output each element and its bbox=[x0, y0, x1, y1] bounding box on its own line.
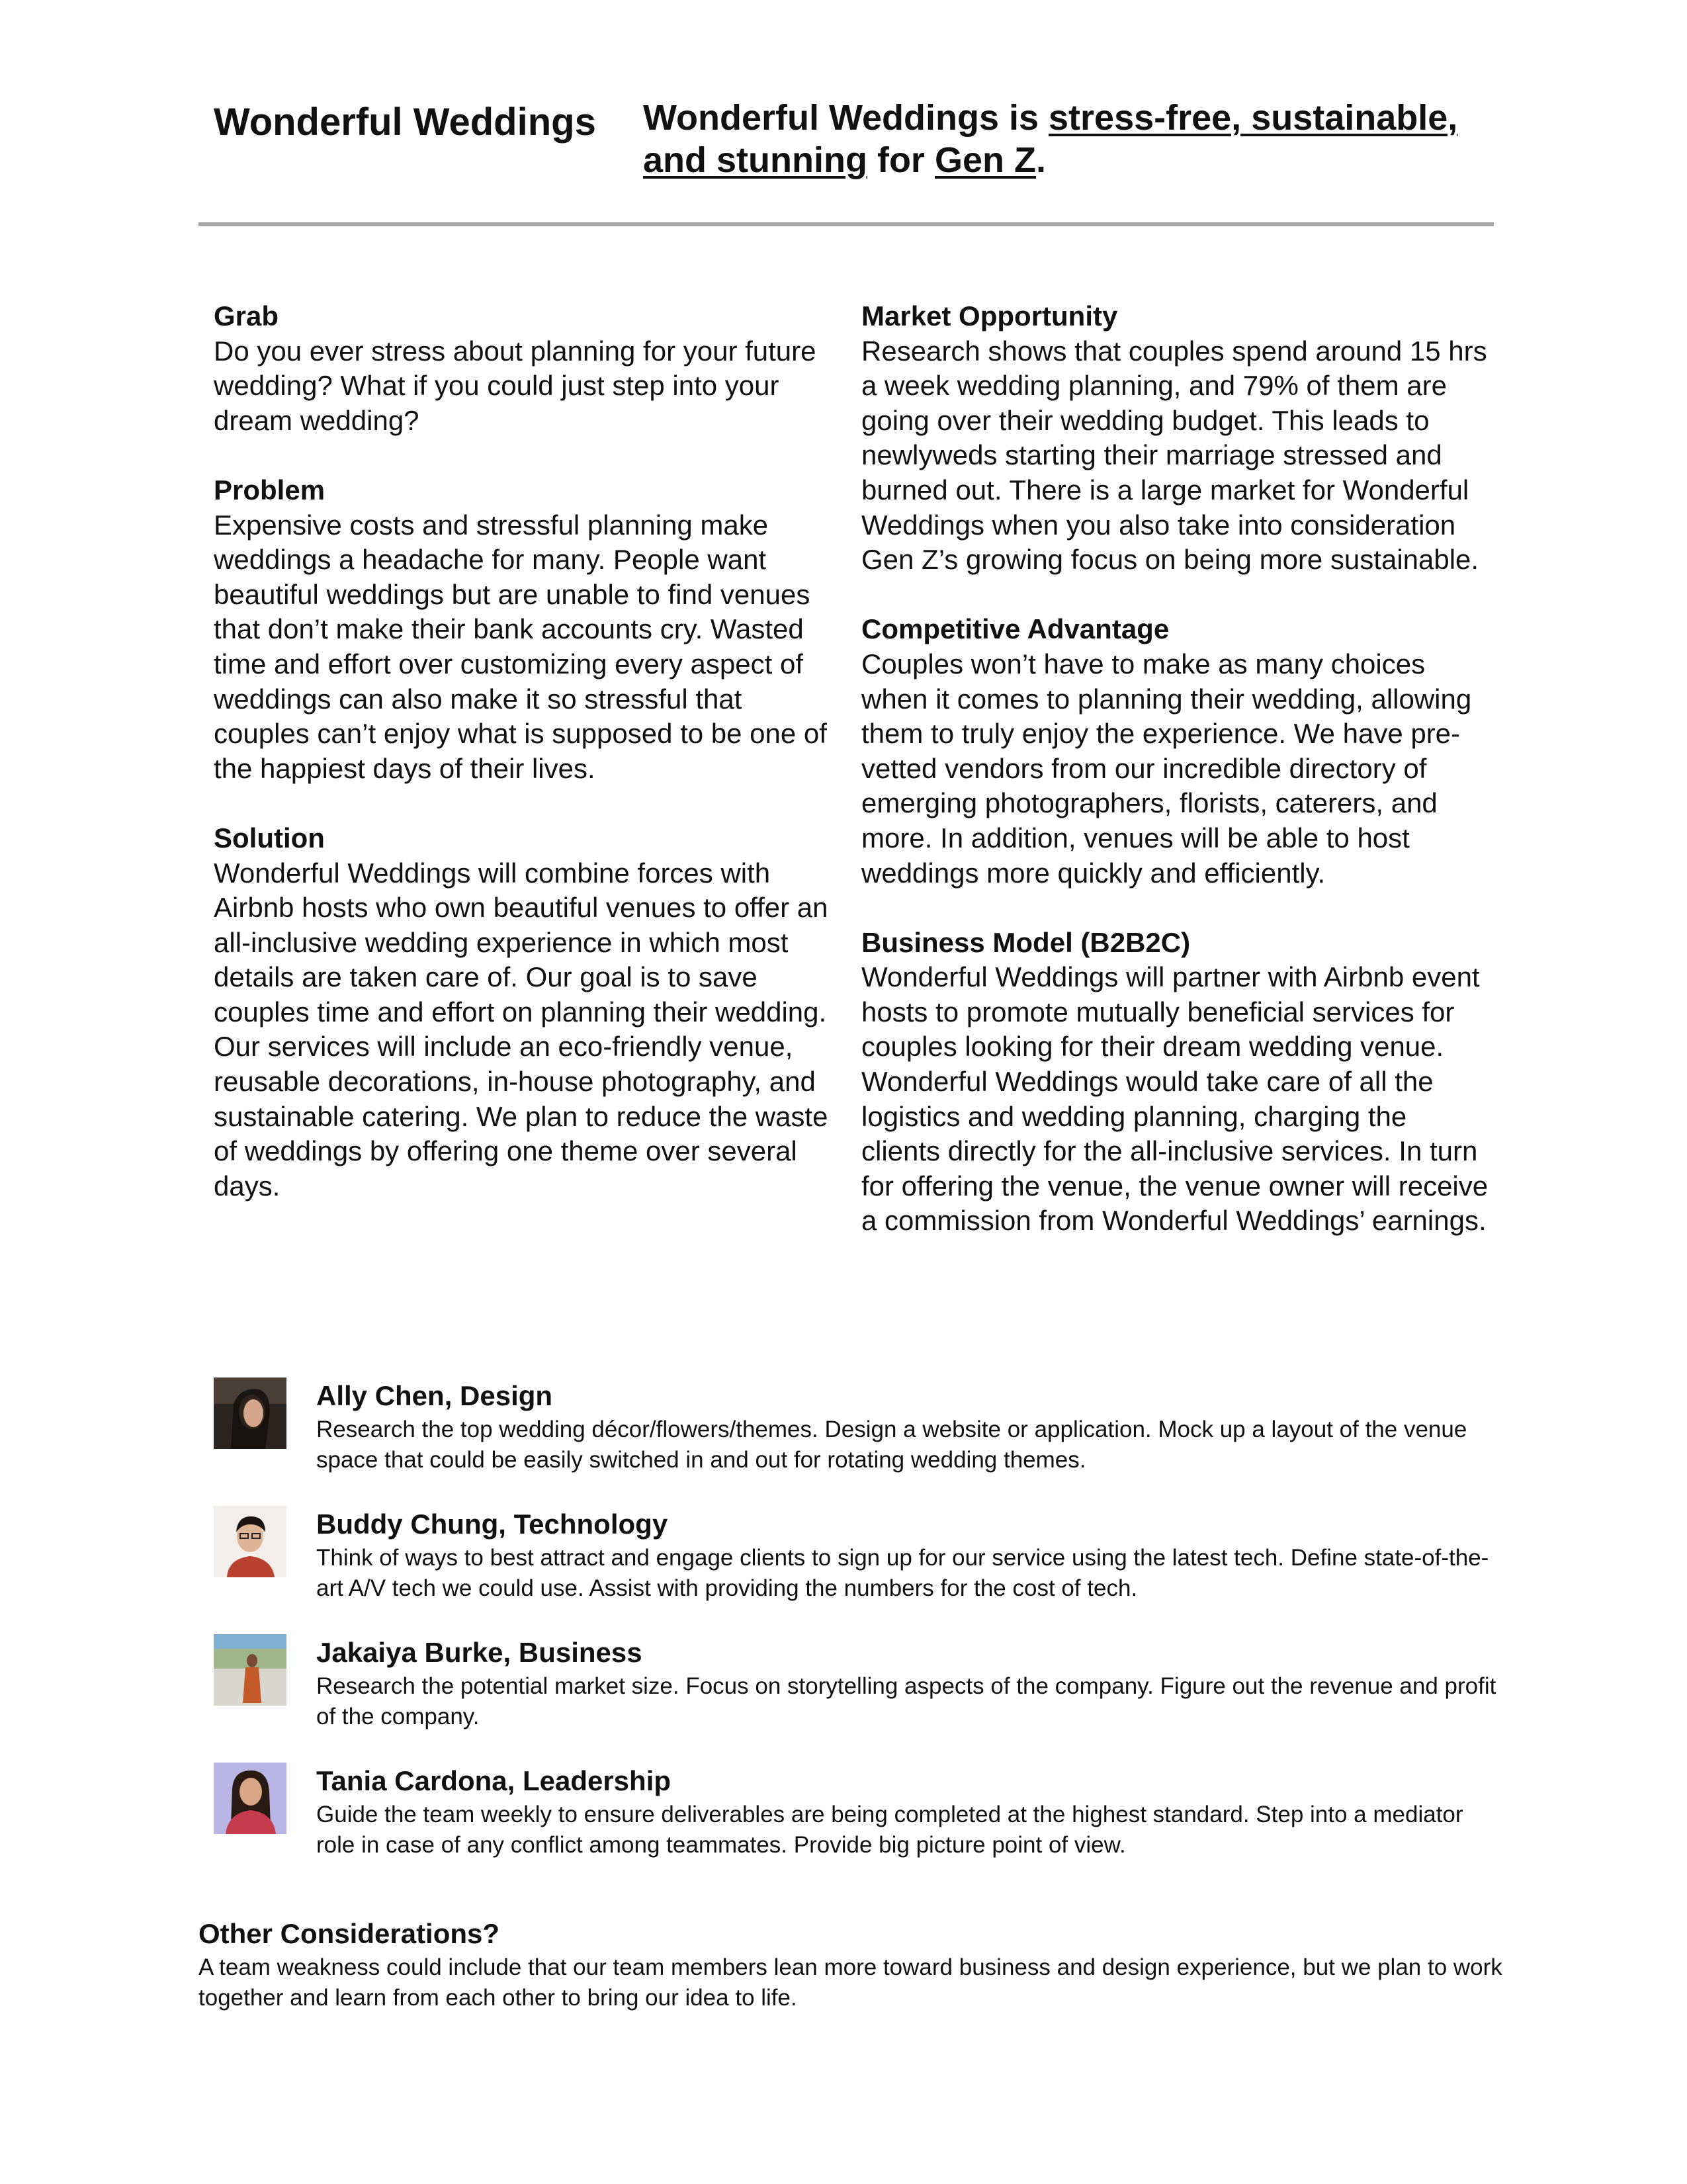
team-list bbox=[214, 1377, 1510, 1891]
other-considerations bbox=[198, 1915, 1508, 2013]
section-heading: Solution bbox=[214, 822, 325, 853]
section-body: Couples won’t have to make as many choices when it comes to planning their wedding, allowing them to truly enjoy the experience. We have pre-vetted vendors from our incredible directory of emerging photographers, florists, caterers, and more. In addition, venues will be able to host weddings more quickly and efficiently. bbox=[861, 648, 1472, 889]
portrait-photo bbox=[214, 1763, 286, 1834]
portrait-photo bbox=[214, 1506, 286, 1577]
tagline-prefix: Wonderful Weddings is bbox=[643, 98, 1049, 138]
member-name-role: Jakaiya Burke, Business bbox=[316, 1637, 642, 1668]
section-body: Wonderful Weddings will combine forces with Airbnb hosts who own beautiful venues to offer an all-inclusive wedding experience in which most details are taken care of. Our goal is to save couples time and effort on planning their wedding. Our services will include an eco-friendly venue, reusable decorations, in-house photography, and sustainable catering. We plan to reduce the waste of weddings by offering one theme over several days. bbox=[214, 857, 828, 1201]
section-body: Research shows that couples spend around 15 hrs a week wedding planning, and 79% of them are going over their wedding budget. This leads to newlyweds starting their marriage stressed and burned out. There is a large market for Wonderful Weddings when you also take into consideration Gen Z’s growing focus on being more sustainable. bbox=[861, 335, 1487, 576]
section-heading: Competitive Advantage bbox=[861, 613, 1170, 645]
section-body: Wonderful Weddings will partner with Airbnb event hosts to promote mutually beneficial services for couples looking for their dream wedding venue. Wonderful Weddings would take care of all the logistics and wedding planning, charging the clients directly for the all-inclusive services. In turn for offering the venue, the venue owner will receive a commission from Wonderful Weddings’ earnings. bbox=[861, 961, 1489, 1237]
member-description: Think of ways to best attract and engage clients to sign up for our service using the latest tech. Define state-of-the-art A/V tech we could use. Assist with providing the numbers for the cost of tech. bbox=[316, 1545, 1489, 1601]
section-heading: Problem bbox=[214, 474, 325, 505]
section-heading: Market Opportunity bbox=[861, 300, 1118, 331]
other-body: A team weakness could include that our team members lean more toward business and design experience, but we plan to work together and learn from each other to bring our idea to life. bbox=[198, 1954, 1502, 2011]
section-grab bbox=[214, 299, 842, 438]
section-body: Do you ever stress about planning for your future wedding? What if you could just step into your dream wedding? bbox=[214, 335, 816, 436]
member-name-role: Ally Chen, Design bbox=[316, 1380, 553, 1411]
section-heading: Grab bbox=[214, 300, 279, 331]
tagline-highlight: stress-free, sustainable, and stunning bbox=[643, 98, 1458, 180]
member-description: Research the top wedding décor/flowers/themes. Design a website or application. Mock up a layout of the venue space that could be easily switched in and out for rotating wedding themes. bbox=[316, 1417, 1467, 1473]
team-member-jakaiya-burke bbox=[214, 1634, 1510, 1763]
section-heading: Business Model (B2B2C) bbox=[861, 926, 1191, 958]
section-competitive-advantage bbox=[861, 612, 1490, 891]
portrait-photo bbox=[214, 1377, 286, 1449]
member-name-role: Buddy Chung, Technology bbox=[316, 1508, 668, 1540]
tagline bbox=[643, 97, 1503, 181]
portrait-photo bbox=[214, 1634, 286, 1706]
section-problem bbox=[214, 473, 842, 786]
section-body: Expensive costs and stressful planning make weddings a headache for many. People want beautiful weddings but are unable to find venues that don’t make their bank accounts cry. Wasted time and effort over customizing every aspect of weddings can also make it so stressful that couples can’t enjoy what is supposed to be one of the happiest days of their lives. bbox=[214, 509, 827, 784]
team-member-ally-chen bbox=[214, 1377, 1510, 1506]
right-column bbox=[861, 299, 1490, 1274]
tagline-audience: Gen Z bbox=[934, 140, 1036, 180]
tagline-suffix: . bbox=[1035, 140, 1046, 180]
team-member-tania-cardona bbox=[214, 1763, 1510, 1891]
member-description: Research the potential market size. Focus on storytelling aspects of the company. Figure out the revenue and profit of the company. bbox=[316, 1673, 1496, 1729]
other-heading: Other Considerations? bbox=[198, 1918, 500, 1949]
team-member-buddy-chung bbox=[214, 1506, 1510, 1634]
left-column bbox=[214, 299, 842, 1239]
section-market-opportunity bbox=[861, 299, 1490, 578]
member-name-role: Tania Cardona, Leadership bbox=[316, 1765, 671, 1796]
header-divider bbox=[198, 222, 1494, 226]
section-solution bbox=[214, 821, 842, 1204]
brand-title: Wonderful Weddings bbox=[214, 101, 596, 144]
member-description: Guide the team weekly to ensure deliverables are being completed at the highest standard. Step into a mediator role in case of any conflict among teammates. Provide big picture point of view. bbox=[316, 1802, 1463, 1858]
tagline-middle: for bbox=[867, 140, 935, 180]
section-business-model bbox=[861, 926, 1490, 1239]
